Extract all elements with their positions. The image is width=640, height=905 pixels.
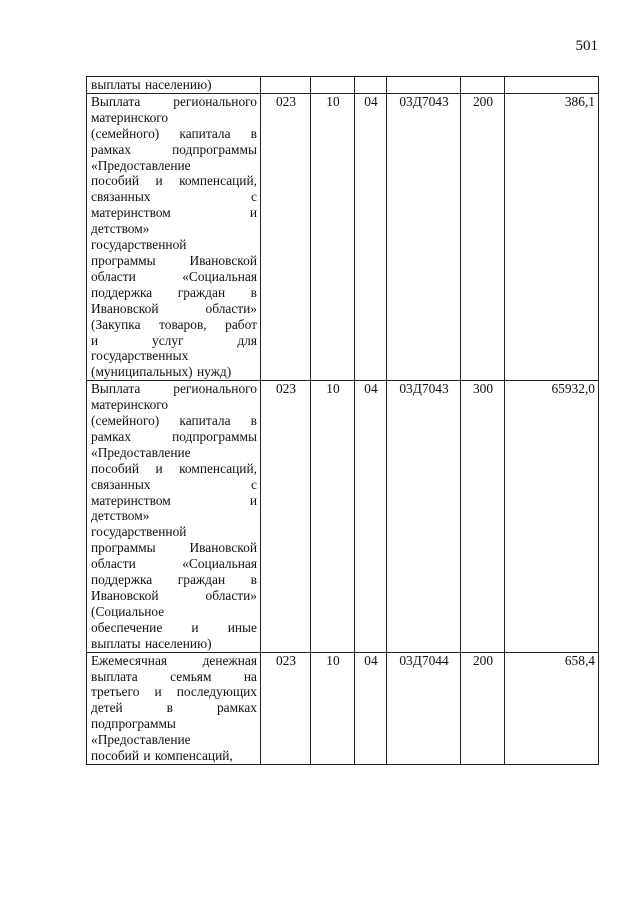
- description-line: поддержка граждан в: [91, 572, 257, 588]
- budget-table: [86, 76, 599, 765]
- cell-vr: [461, 77, 505, 94]
- description-line: (муниципальных) нужд): [91, 364, 232, 380]
- description-line: выплаты населению): [91, 635, 212, 651]
- description-line: выплата семьям на: [91, 668, 257, 684]
- description-line: (семейного) капитала в: [91, 125, 257, 141]
- description-line: (семейного) капитала в: [91, 413, 257, 429]
- table-row: [87, 652, 599, 764]
- cell-pr: 04: [355, 381, 387, 652]
- description-line: подпрограммы: [91, 716, 176, 732]
- description-line: государственной: [91, 524, 187, 540]
- description-line: обеспечение и иные: [91, 619, 257, 635]
- cell-rz: 10: [311, 93, 355, 380]
- description-line: детей в рамках: [91, 700, 257, 716]
- cell-csr: 03Д7044: [387, 652, 461, 764]
- description-line: области «Социальная: [91, 556, 257, 572]
- description-line: Ивановской области»: [91, 300, 257, 316]
- row-description: [87, 77, 261, 94]
- cell-rz: 10: [311, 652, 355, 764]
- description-line: «Предоставление: [91, 732, 191, 748]
- description-line: материнством и: [91, 492, 257, 508]
- description-line: (Социальное: [91, 603, 165, 619]
- description-line: пособий и компенсаций,: [91, 173, 257, 189]
- description-line: материнского: [91, 109, 169, 125]
- description-line: программы Ивановской: [91, 252, 257, 268]
- description-line: и услуг для: [91, 332, 257, 348]
- description-line: материнством и: [91, 205, 257, 221]
- cell-vr: 200: [461, 652, 505, 764]
- description-line: выплаты населению): [91, 77, 212, 92]
- page-number: 501: [575, 38, 598, 54]
- description-line: государственных: [91, 348, 189, 364]
- description-line: связанных с: [91, 189, 257, 205]
- description-line: рамках подпрограммы: [91, 141, 257, 157]
- cell-sum: 386,1: [505, 93, 599, 380]
- cell-pr: [355, 77, 387, 94]
- cell-ved: 023: [261, 93, 311, 380]
- cell-sum: 65932,0: [505, 381, 599, 652]
- description-line: (Закупка товаров, работ: [91, 316, 257, 332]
- description-line: Выплата регионального: [91, 93, 257, 109]
- cell-csr: 03Д7043: [387, 381, 461, 652]
- cell-csr: [387, 77, 461, 94]
- description-line: Ежемесячная денежная: [91, 652, 257, 668]
- cell-sum: [505, 77, 599, 94]
- description-line: поддержка граждан в: [91, 284, 257, 300]
- cell-rz: 10: [311, 381, 355, 652]
- cell-ved: 023: [261, 652, 311, 764]
- cell-vr: 200: [461, 93, 505, 380]
- description-line: Ивановской области»: [91, 588, 257, 603]
- description-line: третьего и последующих: [91, 684, 257, 700]
- cell-pr: 04: [355, 652, 387, 764]
- cell-ved: 023: [261, 381, 311, 652]
- row-description: [87, 652, 261, 764]
- cell-csr: 03Д7043: [387, 93, 461, 380]
- description-line: государственной: [91, 237, 187, 253]
- row-description: [87, 381, 261, 652]
- description-line: детством»: [91, 508, 150, 524]
- description-line: «Предоставление: [91, 444, 191, 460]
- description-line: области «Социальная: [91, 268, 257, 284]
- table-row-fragment: [87, 77, 599, 94]
- description-line: детством»: [91, 221, 150, 237]
- cell-sum: 658,4: [505, 652, 599, 764]
- cell-vr: 300: [461, 381, 505, 652]
- description-line: рамках подпрограммы: [91, 428, 257, 444]
- description-line: связанных с: [91, 476, 257, 492]
- cell-rz: [311, 77, 355, 94]
- cell-pr: 04: [355, 93, 387, 380]
- table-row: [87, 93, 599, 380]
- description-line: пособий и компенсаций,: [91, 460, 257, 476]
- description-line: Выплата регионального: [91, 381, 257, 397]
- table-row: [87, 381, 599, 652]
- row-description: [87, 93, 261, 380]
- description-line: пособий и компенсаций,: [91, 748, 233, 764]
- description-line: «Предоставление: [91, 157, 191, 173]
- cell-ved: [261, 77, 311, 94]
- description-line: материнского: [91, 397, 169, 413]
- description-line: программы Ивановской: [91, 540, 257, 556]
